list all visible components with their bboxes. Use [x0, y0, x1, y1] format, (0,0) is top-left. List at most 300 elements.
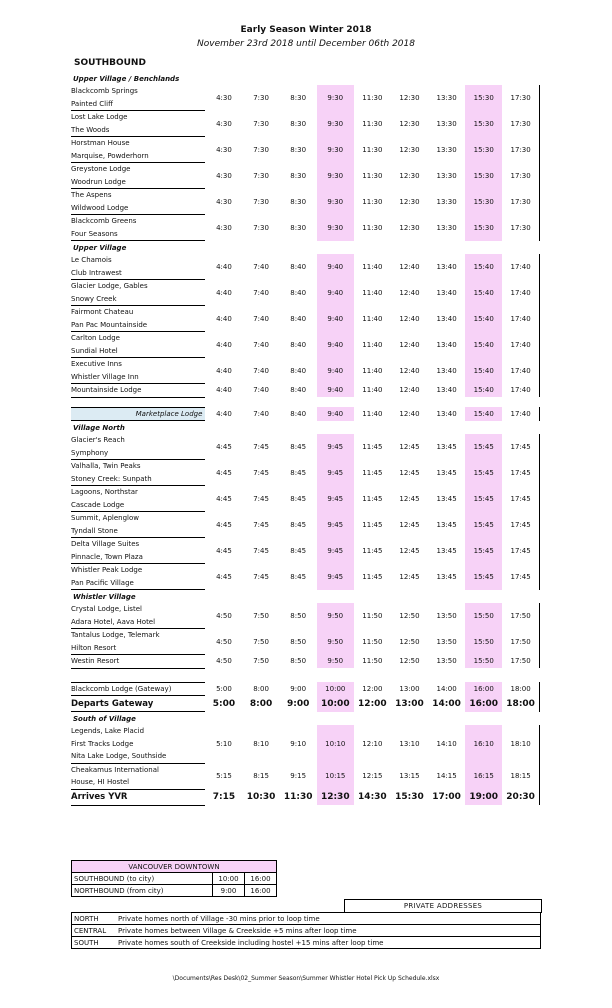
time-cell: 15:45	[465, 564, 502, 590]
time-cell: 4:40	[216, 409, 232, 418]
time-cell: 12:00	[362, 684, 383, 693]
stop-name: Whistler Village Inn	[71, 371, 205, 384]
time-cell: 18:15	[502, 763, 539, 789]
time-cell: 13:45	[436, 468, 457, 477]
time-cell: 15:40	[465, 384, 502, 398]
stop-name: Symphony	[71, 447, 205, 460]
time-cell: 12:30	[399, 197, 420, 206]
time-cell: 13:45	[436, 520, 457, 529]
time-cell: 17:30	[502, 215, 539, 241]
time-cell: 12:40	[399, 314, 420, 323]
time-cell: 10:10	[317, 725, 354, 763]
time-cell: 8:45	[290, 442, 307, 451]
vancouver-row-label: SOUTHBOUND (to city)	[72, 873, 213, 885]
stop-row	[71, 603, 540, 616]
stop-name: Four Seasons	[71, 228, 205, 241]
stop-name: First Tracks Lodge	[71, 739, 134, 748]
section-row	[71, 241, 540, 255]
time-cell: 4:40	[216, 314, 232, 323]
time-cell: 7:45	[253, 546, 269, 555]
time-cell: 7:15	[212, 792, 236, 802]
time-cell: 13:00	[399, 684, 420, 693]
stop-name: Hilton Resort	[71, 642, 205, 655]
time-cell: 9:30	[317, 189, 354, 215]
time-cell: 9:40	[317, 407, 354, 421]
time-cell: 13:40	[436, 340, 457, 349]
time-cell: 11:30	[362, 93, 383, 102]
stop-row	[71, 460, 540, 473]
time-cell: 8:45	[290, 494, 307, 503]
stop-name: Club Intrawest	[71, 267, 205, 280]
time-cell: 12:50	[399, 657, 420, 666]
stop-name: Marquise, Powderhorn	[71, 150, 205, 163]
time-cell: 9:30	[317, 137, 354, 163]
stop-name: Crystal Lodge, Listel	[71, 605, 142, 614]
time-cell: 12:40	[399, 340, 420, 349]
time-cell: 4:30	[216, 93, 232, 102]
time-cell: 7:40	[253, 366, 269, 375]
time-cell: 15:45	[465, 460, 502, 486]
time-cell: 4:45	[216, 572, 232, 581]
vancouver-time: 10:00	[213, 873, 245, 885]
time-cell: 4:40	[216, 386, 232, 395]
stop-name: Woodrun Lodge	[71, 176, 205, 189]
time-cell: 8:45	[290, 546, 307, 555]
time-cell: 8:45	[290, 572, 307, 581]
time-cell: 7:45	[253, 520, 269, 529]
stop-name: Executive Inns	[71, 360, 122, 369]
direction-heading: SOUTHBOUND	[74, 58, 146, 68]
stop-row	[71, 564, 540, 577]
time-cell: 15:45	[465, 538, 502, 564]
time-cell: 8:30	[290, 145, 307, 154]
time-cell: 4:45	[216, 520, 232, 529]
section-row	[71, 590, 540, 604]
vancouver-row-southbound	[72, 873, 277, 885]
time-cell: 12:00	[358, 698, 387, 709]
stop-name: Stoney Creek: Sunpath	[71, 473, 205, 486]
time-cell: 17:45	[502, 538, 539, 564]
time-cell: 9:40	[317, 254, 354, 280]
time-cell: 11:45	[362, 468, 383, 477]
time-cell: 17:40	[502, 280, 539, 306]
time-cell: 7:50	[253, 611, 269, 620]
stop-name: Painted Cliff	[71, 98, 205, 111]
stop-name: Glacier's Reach	[71, 436, 125, 445]
time-cell: 15:40	[465, 332, 502, 358]
time-cell: 13:45	[436, 546, 457, 555]
time-cell: 9:30	[317, 85, 354, 111]
stop-name: Lagoons, Northstar	[71, 488, 138, 497]
time-cell: 12:50	[399, 611, 420, 620]
stop-name: Cheakamus International	[71, 765, 159, 774]
section-row	[71, 712, 540, 726]
time-cell: 17:40	[502, 358, 539, 384]
time-cell: 4:50	[216, 611, 232, 620]
stop-row	[71, 696, 540, 712]
time-cell: 4:30	[216, 145, 232, 154]
time-cell: 7:30	[253, 93, 269, 102]
time-cell: 8:30	[290, 171, 307, 180]
time-cell: 15:30	[395, 792, 424, 802]
time-cell: 12:30	[399, 171, 420, 180]
stop-name: Le Chamois	[71, 256, 112, 265]
time-cell: 9:00	[290, 684, 307, 693]
stop-row	[71, 629, 540, 642]
time-cell: 4:30	[216, 197, 232, 206]
time-cell: 8:40	[290, 314, 307, 323]
stop-row	[71, 655, 540, 669]
time-cell: 10:15	[317, 763, 354, 789]
stop-name: Wildwood Lodge	[71, 202, 205, 215]
time-cell: 13:40	[436, 409, 457, 418]
time-cell: 17:50	[502, 655, 539, 669]
time-cell: 9:40	[317, 358, 354, 384]
time-cell: 4:40	[216, 366, 232, 375]
time-cell: 17:30	[502, 85, 539, 111]
time-cell: 9:40	[317, 280, 354, 306]
stop-name: Snowy Creek	[71, 293, 205, 306]
stop-row	[71, 358, 540, 371]
time-cell: 13:40	[436, 314, 457, 323]
time-cell: 11:40	[362, 366, 383, 375]
time-cell: 12:30	[399, 145, 420, 154]
page-title: Early Season Winter 2018	[240, 25, 372, 35]
time-cell: 5:00	[216, 684, 232, 693]
private-addresses-title: PRIVATE ADDRESSES	[344, 899, 542, 913]
time-cell: 9:30	[317, 215, 354, 241]
time-cell: 11:45	[362, 520, 383, 529]
stop-name: Mountainside Lodge	[71, 384, 205, 398]
time-cell: 12:45	[399, 520, 420, 529]
private-row-south	[72, 937, 541, 949]
time-cell: 8:40	[290, 366, 307, 375]
private-desc: Private homes south of Creekside including hostel +15 mins after loop time	[116, 937, 541, 949]
time-cell: 13:10	[399, 740, 420, 748]
stop-name: Fairmont Chateau	[71, 308, 134, 317]
time-cell: 17:30	[502, 111, 539, 137]
time-cell: 11:45	[362, 494, 383, 503]
time-cell: 9:50	[317, 655, 354, 669]
time-cell: 15:30	[465, 111, 502, 137]
time-cell: 16:00	[465, 696, 502, 712]
time-cell: 7:50	[253, 637, 269, 646]
time-cell: 7:30	[253, 171, 269, 180]
private-row-north	[72, 913, 541, 925]
time-cell: 4:45	[216, 442, 232, 451]
time-cell: 17:40	[502, 306, 539, 332]
stop-name: Glacier Lodge, Gables	[71, 282, 148, 291]
time-cell: 10:00	[317, 682, 354, 696]
time-cell: 13:40	[436, 386, 457, 395]
time-cell: 12:50	[399, 637, 420, 646]
time-cell: 13:00	[395, 698, 424, 709]
time-cell: 11:40	[362, 340, 383, 349]
section-heading: South of Village	[73, 714, 136, 723]
stop-row	[71, 434, 540, 447]
private-zone: CENTRAL	[72, 925, 117, 937]
spacer-row	[71, 668, 540, 682]
time-cell: 15:40	[465, 358, 502, 384]
time-cell: 16:10	[465, 725, 502, 763]
time-cell: 14:00	[432, 698, 461, 709]
stop-row	[71, 332, 540, 345]
time-cell: 17:30	[502, 163, 539, 189]
time-cell: 4:30	[216, 171, 232, 180]
time-cell: 11:40	[362, 386, 383, 395]
time-cell: 9:45	[317, 538, 354, 564]
time-cell: 7:45	[253, 442, 269, 451]
time-cell: 11:50	[362, 637, 383, 646]
time-cell: 17:40	[502, 332, 539, 358]
time-cell: 13:30	[436, 93, 457, 102]
time-cell: 8:40	[290, 386, 307, 395]
stop-name: Lost Lake Lodge	[71, 113, 128, 122]
stop-name: Greystone Lodge	[71, 165, 131, 174]
private-zone: NORTH	[72, 913, 117, 925]
time-cell: 9:45	[317, 512, 354, 538]
time-cell: 12:40	[399, 386, 420, 395]
marketplace-row	[71, 407, 540, 421]
time-cell: 4:40	[216, 340, 232, 349]
time-cell: 14:10	[436, 740, 457, 748]
time-cell: 8:30	[290, 223, 307, 232]
spacer-row	[71, 397, 540, 407]
time-cell: 9:45	[317, 486, 354, 512]
time-cell: 19:00	[465, 789, 502, 805]
time-cell: 8:30	[290, 119, 307, 128]
stop-name: Tantalus Lodge, Telemark	[71, 631, 160, 640]
time-cell: 4:50	[216, 657, 232, 666]
time-cell: 17:40	[502, 254, 539, 280]
time-cell: 13:45	[436, 494, 457, 503]
time-cell: 17:50	[502, 629, 539, 655]
time-cell: 9:30	[317, 111, 354, 137]
section-heading: Whistler Village	[73, 592, 136, 601]
stop-row	[71, 137, 540, 150]
vancouver-row-label: NORTHBOUND (from city)	[72, 885, 213, 897]
private-desc: Private homes between Village & Creekside +5 mins after loop time	[116, 925, 541, 937]
time-cell: 4:45	[216, 494, 232, 503]
stop-name: Pan Pacific Village	[71, 577, 205, 590]
stop-name: Nita Lake Lodge, Southside	[71, 750, 205, 763]
time-cell: 9:10	[290, 740, 307, 748]
time-cell: 18:00	[502, 696, 539, 712]
time-cell: 4:40	[216, 262, 232, 271]
time-cell: 4:40	[216, 288, 232, 297]
time-cell: 8:30	[290, 93, 307, 102]
time-cell: 4:30	[216, 223, 232, 232]
stop-row	[71, 763, 540, 776]
time-cell: 15:40	[465, 306, 502, 332]
time-cell: 11:50	[362, 657, 383, 666]
time-cell: 7:40	[253, 262, 269, 271]
time-cell: 15:30	[465, 85, 502, 111]
time-cell: 13:50	[436, 637, 457, 646]
page-subtitle: November 23rd 2018 until December 06th 2018	[197, 39, 415, 49]
time-cell: 12:10	[362, 740, 383, 748]
time-cell: 17:45	[502, 564, 539, 590]
time-cell: 8:50	[290, 637, 307, 646]
time-cell: 7:30	[253, 119, 269, 128]
time-cell: 14:15	[436, 772, 457, 780]
time-cell: 8:40	[290, 262, 307, 271]
stop-row	[71, 280, 540, 293]
time-cell: 7:45	[253, 494, 269, 503]
time-cell: 12:40	[399, 366, 420, 375]
vancouver-title: VANCOUVER DOWNTOWN	[72, 861, 277, 873]
stop-row	[71, 215, 540, 228]
stop-row	[71, 486, 540, 499]
time-cell: 8:00	[249, 698, 273, 709]
stop-name: Pinnacle, Town Plaza	[71, 551, 205, 564]
time-cell: 17:40	[502, 407, 539, 421]
time-cell: 9:00	[286, 698, 310, 709]
stop-name: Summit, Aplenglow	[71, 514, 139, 523]
time-cell: 8:50	[290, 657, 307, 666]
time-cell: 15:30	[465, 189, 502, 215]
time-cell: 8:40	[290, 340, 307, 349]
time-cell: 12:30	[399, 223, 420, 232]
stop-name: Departs Gateway	[71, 696, 205, 712]
time-cell: 17:40	[502, 384, 539, 398]
stop-name: House, HI Hostel	[71, 776, 205, 789]
private-addresses-table	[71, 912, 541, 949]
time-cell: 13:40	[436, 262, 457, 271]
vancouver-downtown-table	[71, 860, 277, 897]
stop-name: Pan Pac Mountainside	[71, 319, 205, 332]
time-cell: 12:45	[399, 442, 420, 451]
vancouver-time: 9:00	[213, 885, 245, 897]
time-cell: 12:40	[399, 262, 420, 271]
time-cell: 7:30	[253, 145, 269, 154]
section-heading: Upper Village	[73, 243, 127, 252]
stop-row	[71, 725, 540, 738]
time-cell: 20:30	[502, 789, 539, 805]
stop-name: Marketplace Lodge	[71, 407, 205, 421]
vancouver-time: 16:00	[245, 885, 277, 897]
section-row	[71, 72, 540, 85]
stop-name: The Woods	[71, 124, 205, 137]
time-cell: 10:00	[317, 696, 354, 712]
time-cell: 15:30	[465, 163, 502, 189]
stop-row	[71, 254, 540, 267]
time-cell: 13:30	[436, 145, 457, 154]
time-cell: 7:50	[253, 657, 269, 666]
time-cell: 7:40	[253, 386, 269, 395]
time-cell: 11:40	[362, 314, 383, 323]
time-cell: 12:45	[399, 494, 420, 503]
stop-name: Sundial Hotel	[71, 345, 205, 358]
time-cell: 13:30	[436, 223, 457, 232]
time-cell: 4:30	[216, 119, 232, 128]
time-cell: 11:40	[362, 409, 383, 418]
time-cell: 14:00	[436, 684, 457, 693]
file-path-footer: \Documents\Res Desk\02_Summer Season\Summer Whistler Hotel Pick Up Schedule.xlsx	[172, 975, 440, 982]
time-cell: 5:10	[216, 740, 232, 748]
stop-row	[71, 189, 540, 202]
time-cell: 7:45	[253, 572, 269, 581]
time-cell: 18:10	[502, 725, 539, 763]
time-cell: 13:30	[436, 171, 457, 180]
time-cell: 4:45	[216, 468, 232, 477]
time-cell: 9:15	[290, 772, 307, 780]
time-cell: 13:30	[436, 197, 457, 206]
time-cell: 15:50	[465, 603, 502, 629]
time-cell: 7:45	[253, 468, 269, 477]
time-cell: 13:40	[436, 366, 457, 375]
time-cell: 12:45	[399, 572, 420, 581]
time-cell: 4:50	[216, 637, 232, 646]
time-cell: 11:30	[362, 223, 383, 232]
stop-name: Tyndall Stone	[71, 525, 205, 538]
stop-name: Blackcomb Greens	[71, 217, 137, 226]
time-cell: 16:00	[465, 682, 502, 696]
stop-name: Blackcomb Springs	[71, 87, 138, 96]
stop-row	[71, 85, 540, 98]
time-cell: 17:45	[502, 512, 539, 538]
time-cell: 12:30	[399, 119, 420, 128]
time-cell: 13:50	[436, 657, 457, 666]
time-cell: 15:30	[465, 137, 502, 163]
time-cell: 15:40	[465, 254, 502, 280]
time-cell: 9:50	[317, 629, 354, 655]
stop-name: The Aspens	[71, 191, 112, 200]
stop-row	[71, 306, 540, 319]
time-cell: 14:30	[358, 792, 387, 802]
time-cell: 11:30	[362, 145, 383, 154]
stop-name: Cascade Lodge	[71, 499, 205, 512]
time-cell: 17:45	[502, 486, 539, 512]
time-cell: 8:40	[290, 288, 307, 297]
time-cell: 13:30	[436, 119, 457, 128]
stop-row	[71, 384, 540, 398]
time-cell: 9:45	[317, 460, 354, 486]
time-cell: 9:40	[317, 332, 354, 358]
stop-name: Horstman House	[71, 139, 130, 148]
stop-name: Blackcomb Lodge (Gateway)	[71, 682, 205, 696]
time-cell: 15:30	[465, 215, 502, 241]
time-cell: 16:15	[465, 763, 502, 789]
time-cell: 9:45	[317, 564, 354, 590]
stop-row	[71, 111, 540, 124]
time-cell: 9:30	[317, 163, 354, 189]
time-cell: 9:40	[317, 384, 354, 398]
time-cell: 9:40	[317, 306, 354, 332]
time-cell: 4:45	[216, 546, 232, 555]
time-cell: 7:40	[253, 340, 269, 349]
time-cell: 8:30	[290, 197, 307, 206]
time-cell: 8:45	[290, 468, 307, 477]
stop-row	[71, 163, 540, 176]
stop-name: Adara Hotel, Aava Hotel	[71, 616, 205, 629]
time-cell: 15:45	[465, 486, 502, 512]
private-zone: SOUTH	[72, 937, 117, 949]
private-desc: Private homes north of Village -30 mins prior to loop time	[116, 913, 541, 925]
stop-name: Westin Resort	[71, 655, 205, 669]
time-cell: 11:50	[362, 611, 383, 620]
private-row-central	[72, 925, 541, 937]
spacer-cell	[71, 668, 540, 682]
time-cell: 13:45	[436, 572, 457, 581]
time-cell: 8:40	[290, 409, 307, 418]
time-cell: 12:40	[399, 288, 420, 297]
time-cell: 13:45	[436, 442, 457, 451]
stop-name: Arrives YVR	[71, 789, 205, 805]
time-cell: 15:50	[465, 655, 502, 669]
time-cell: 11:30	[283, 792, 313, 802]
time-cell: 7:30	[253, 223, 269, 232]
